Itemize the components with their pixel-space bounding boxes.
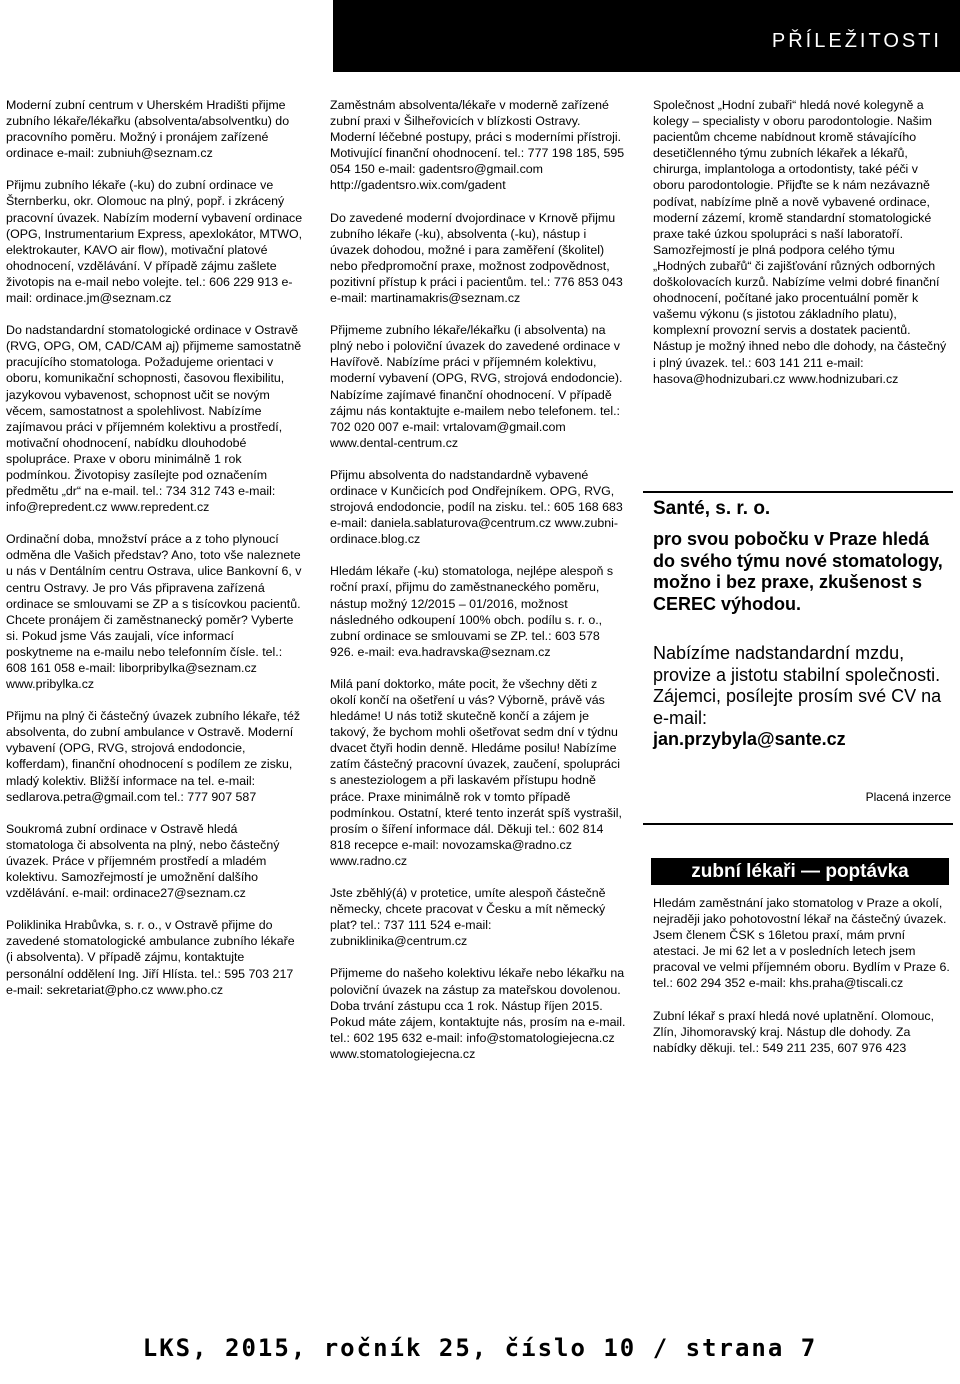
ad-ostrava-soukroma: Soukromá zubní ordinace v Ostravě hledá stomatologa či absolventa na plný, nebo částečný úvazek. Práce v příjemném prostředí a mladém kolektivu. Samozřejmostí je umožnění dalšího vzdělávání. e-mail: ordinace27@seznam.cz	[6, 821, 280, 901]
ad-uherske-hradiste: Moderní zubní centrum v Uherském Hradišti přijme zubního lékaře/lékařku (absolventa/absolventku) do pracovního poměru. Možný i pronájem zařízené ordinace e-mail: zubniuh@seznam.cz	[6, 98, 290, 161]
ad-ostrava-repredent: Do nadstandardní stomatologické ordinace v Ostravě (RVG, OPG, OM, CAD/CAM aj) přijmeme samostatně pracujícího stomatologa. Požadujeme orientaci v oboru, komunikační schopnosti, časovou flexibilitu, jazykovou vybavenost, schopnost učit se novým věcem, samostatnost a spolehlivost. Nabízíme zajímavou práci v příjemném kolektivu a prostředí, motivační ohodnocení, nabídku dlouhodobé spolupráce. Praxe v oboru minimálně 1 rok podmínkou. Životopisy zasílejte pod označením předmětu „dr“ na e-mail. tel.: 734 312 743 e-mail: info@repredent.cz www.repredent.cz	[6, 323, 302, 515]
ad-ostrava-ambulance: Přijmu na plný či částečný úvazek zubního lékaře, též absolventa, do zubní ambulance v Ostravě. Moderní vybavení (OPG, RVG, strojová endodoncie, kofferdam), finanční ohodnocení s podílem ze zisku, mladý kolektiv. Bližší informace na tel. e-mail: sedlarova.petra@gmail.com tel.: 777 907 587	[6, 709, 301, 804]
header-bar	[333, 0, 960, 72]
sante-ad-body: Nabízíme nadstandardní mzdu, provize a jistotu stabilní společnosti. Zájemci, posílejte prosím své CV na e-mail:	[653, 643, 942, 728]
column-1	[6, 97, 304, 1014]
ad-radno: Milá paní doktorko, máte pocit, že všechny děti z okolí končí na ošetření u vás? Výborně, právě vás hledáme! U nás totiž skutečně končí a zájem je takový, že bychom mohli ošetřovat sedm dní v týdnu dvacet čtyři hodin denně. Hledáme posilu! Nabízíme zatím částečný pracovní úvazek, zaučení, spolupráci s anesteziologem a při laskavém přístupu hodně práce. Praxe minimálně rok v tomto případě podmínkou. Ostatní, které tento inzerát spíš vystrašil, prosím o šíření informace dál. Děkuji tel.: 602 814 818 recepce e-mail: novozamska@radno.cz www.radno.cz	[330, 676, 622, 868]
ad-krnov: Do zavedené moderní dvojordinace v Krnově přijmu zubního lékaře (-ku), absolventa (-ku), nástup i úvazek dohodou, možné i para zaměření (školitel) nebo předpromoční praxe, možnost zodpovědnost, pozitivní přístup k práci i pacientům. tel.: 776 853 043 e-mail: martinamakris@seznam.cz	[330, 210, 623, 306]
ad-hledam-zamestnani: Hledám zaměstnání jako stomatolog v Praze a okolí, nejraději jako pohotovostní lékař na částečný úvazek. Jsem členem ČSK s 16letou praxí, mám první atestaci. Je mi 62 let a v posledních letech jsem pracoval ve velmi příjemném oboru. Bydlím v Praze 6. tel.: 602 294 352 e-mail: khs.praha@tiscali.cz	[653, 896, 950, 991]
ad-protetika: Jste zběhlý(á) v protetice, umíte alespoň částečně německy, chcete pracovat v Česku a mít německý plat? tel.: 737 111 524 e-mail: zubniklinika@centrum.cz	[330, 886, 606, 949]
ad-havirov: Přijmeme zubního lékaře/lékařku (i absolventa) na plný nebo i poloviční úvazek do zavedené ordinace v Havířově. Nabízíme práci v příjemném kolektivu, moderní vybavení (OPG, RVG, strojová endodoncie). Nabízíme zajímavé finanční ohodnocení. V případě zájmu nás kontaktujte e-mailem nebo telefonem. tel.: 702 020 007 e-mail: vrtalovam@gmail.com www.dental-centrum.cz	[330, 323, 623, 450]
column-3-poptavka	[653, 895, 951, 1072]
ad-poliklinika-hrabuvka: Poliklinika Hrabůvka, s. r. o., v Ostravě přijme do zavedené stomatologické ambulance zubního lékaře (i absolventa). V případě zájmu, kontaktujte personální oddělení Ing. Jiří Hlísta. tel.: 595 703 217 e-mail: sekretariat@pho.cz www.pho.cz	[6, 918, 295, 997]
ad-zubni-lekar-s-praxi: Zubní lékař s praxí hledá nové uplatnění. Olomouc, Zlín, Jihomoravský kraj. Nástup dle dohody. Za nabídky děkuji. tel.: 549 211 235, 607 976 423	[653, 1008, 935, 1055]
ad-hledam-stomatologa: Hledám lékaře (-ku) stomatologa, nejlépe alespoň s roční praxí, přijmu do zaměstnaneckého poměru, nástup možný 12/2015 – 01/2016, možnost následného odkoupení 100% obch. podílu s. r. o., zubní ordinace se smlouvami se ZP. tel.: 603 578 926. e-mail: eva.hadravska@seznam.cz	[330, 564, 614, 659]
ad-hodni-zubari: Společnost „Hodní zubaři“ hledá nové kolegyně a kolegy – specialisty v oboru parodontologie. Našim pacientům chceme nabídnout kromě stávajícího desetičlenného týmu zubních lékařek a lékařů, chirurga, implantologa a ortodontisty, také péči v oboru parodontologie. Přijďte se k nám nezávazně podívat, nabízíme plně a nově vybavené ordinace, moderní zázemí, kromě standardní stomatologické praxe také úzkou spolupráci s naší laboratoří. Samozřejmostí je plná podpora celého týmu „Hodných zubařů“ či zajišťování různých odborných doškolovacích kurzů. Nabízíme velmi dobré finanční ohodnocení, počítané jako procentuální poměr k vašemu výkonu (s jistotou základního platu), komplexní provozní servis a dostatek pacientů. Nástup je možný ihned nebo dle dohody, na částečný i plný úvazek. tel.: 603 141 211 e-mail: hasova@hodnizubari.cz www.hodnizubari.cz	[653, 98, 947, 386]
sante-ad-box	[643, 491, 953, 825]
sante-ad-email: jan.przybyla@sante.cz	[653, 729, 846, 749]
paid-ad-label: Placená inzerce	[865, 790, 951, 804]
page-footer: LKS, 2015, ročník 25, číslo 10 / strana 7	[142, 1334, 818, 1362]
sante-ad-headline: pro svou pobočku v Praze hledá do svého týmu nové stomatology, možno i bez praxe, zkušenost s CEREC výhodou.	[653, 529, 943, 614]
ad-stomatologie-jecna: Přijmeme do našeho kolektivu lékaře nebo lékařku na poloviční úvazek na zástup za mateřskou dovolenou. Doba trvání zástupu cca 1 rok. Nástup říjen 2015. Pokud máte zájem, kontaktujte nás, prosím na e-mail. tel.: 602 195 632 e-mail: info@stomatologiejecna.cz www.stomatologiejecna.cz	[330, 966, 626, 1061]
ad-ostrava-dentalni-centrum: Ordinační doba, množství práce a z toho plynoucí odměna dle Vašich představ? Ano, toto vše naleznete u nás v Dentálním centru Ostrava, ulice Bankovní 6, v centru Ostravy. Je pro Vás připravena zařízená ordinace se smlouvami se ZP a s tisícovkou pacientů. Chcete pronájem či zaměstnanecký poměr? Vyberte si. Pokud jsme Vás zaujali, více informací poskytneme na e-mailu nebo telefonním čísle. tel.: 608 161 058 e-mail: liborpribylka@seznam.cz www.pribylka.cz	[6, 532, 302, 692]
ad-silherovice: Zaměstnám absolventa/lékaře v moderně zařízené zubní praxi v Šilheřovicích v blízkosti Ostravy. Moderní léčebné postupy, práci s moderními přístroji. Motivující finanční ohodnocení. tel.: 777 198 185, 595 054 150 e-mail: gadentsro@gmail.com http://gadentsro.wix.com/gadent	[330, 98, 625, 193]
page-section-title: PŘÍLEŽITOSTI	[771, 30, 942, 52]
section-header-poptavka: zubní lékaři — poptávka	[651, 858, 949, 885]
column-3	[653, 97, 951, 403]
sante-ad-title: Santé, s. r. o.	[653, 498, 771, 519]
column-2	[330, 97, 626, 1078]
sante-ad-text	[653, 643, 948, 751]
ad-sternberk: Přijmu zubního lékaře (-ku) do zubní ordinace ve Šternberku, okr. Olomouc na plný, popř. i zkrácený pracovní úvazek. Nabízím moderní vybavení ordinace (OPG, Instrumentarium Express, apexlokátor, MTWO, elektrokauter, KAVO air flow), motivační platové ohodnocení, vzdělávání. V případě zájmu zašlete životopis na e-mail nebo volejte. tel.: 606 229 913 e-mail: ordinace.jm@seznam.cz	[6, 178, 303, 306]
ad-kuncice: Přijmu absolventa do nadstandardně vybavené ordinace v Kunčicích pod Ondřejníkem. OPG, RVG, strojová endodoncie, podíl na zisku. tel.: 605 168 683 e-mail: daniela.sablaturova@centrum.cz www.zubni-ordinace.blog.cz	[330, 467, 623, 547]
